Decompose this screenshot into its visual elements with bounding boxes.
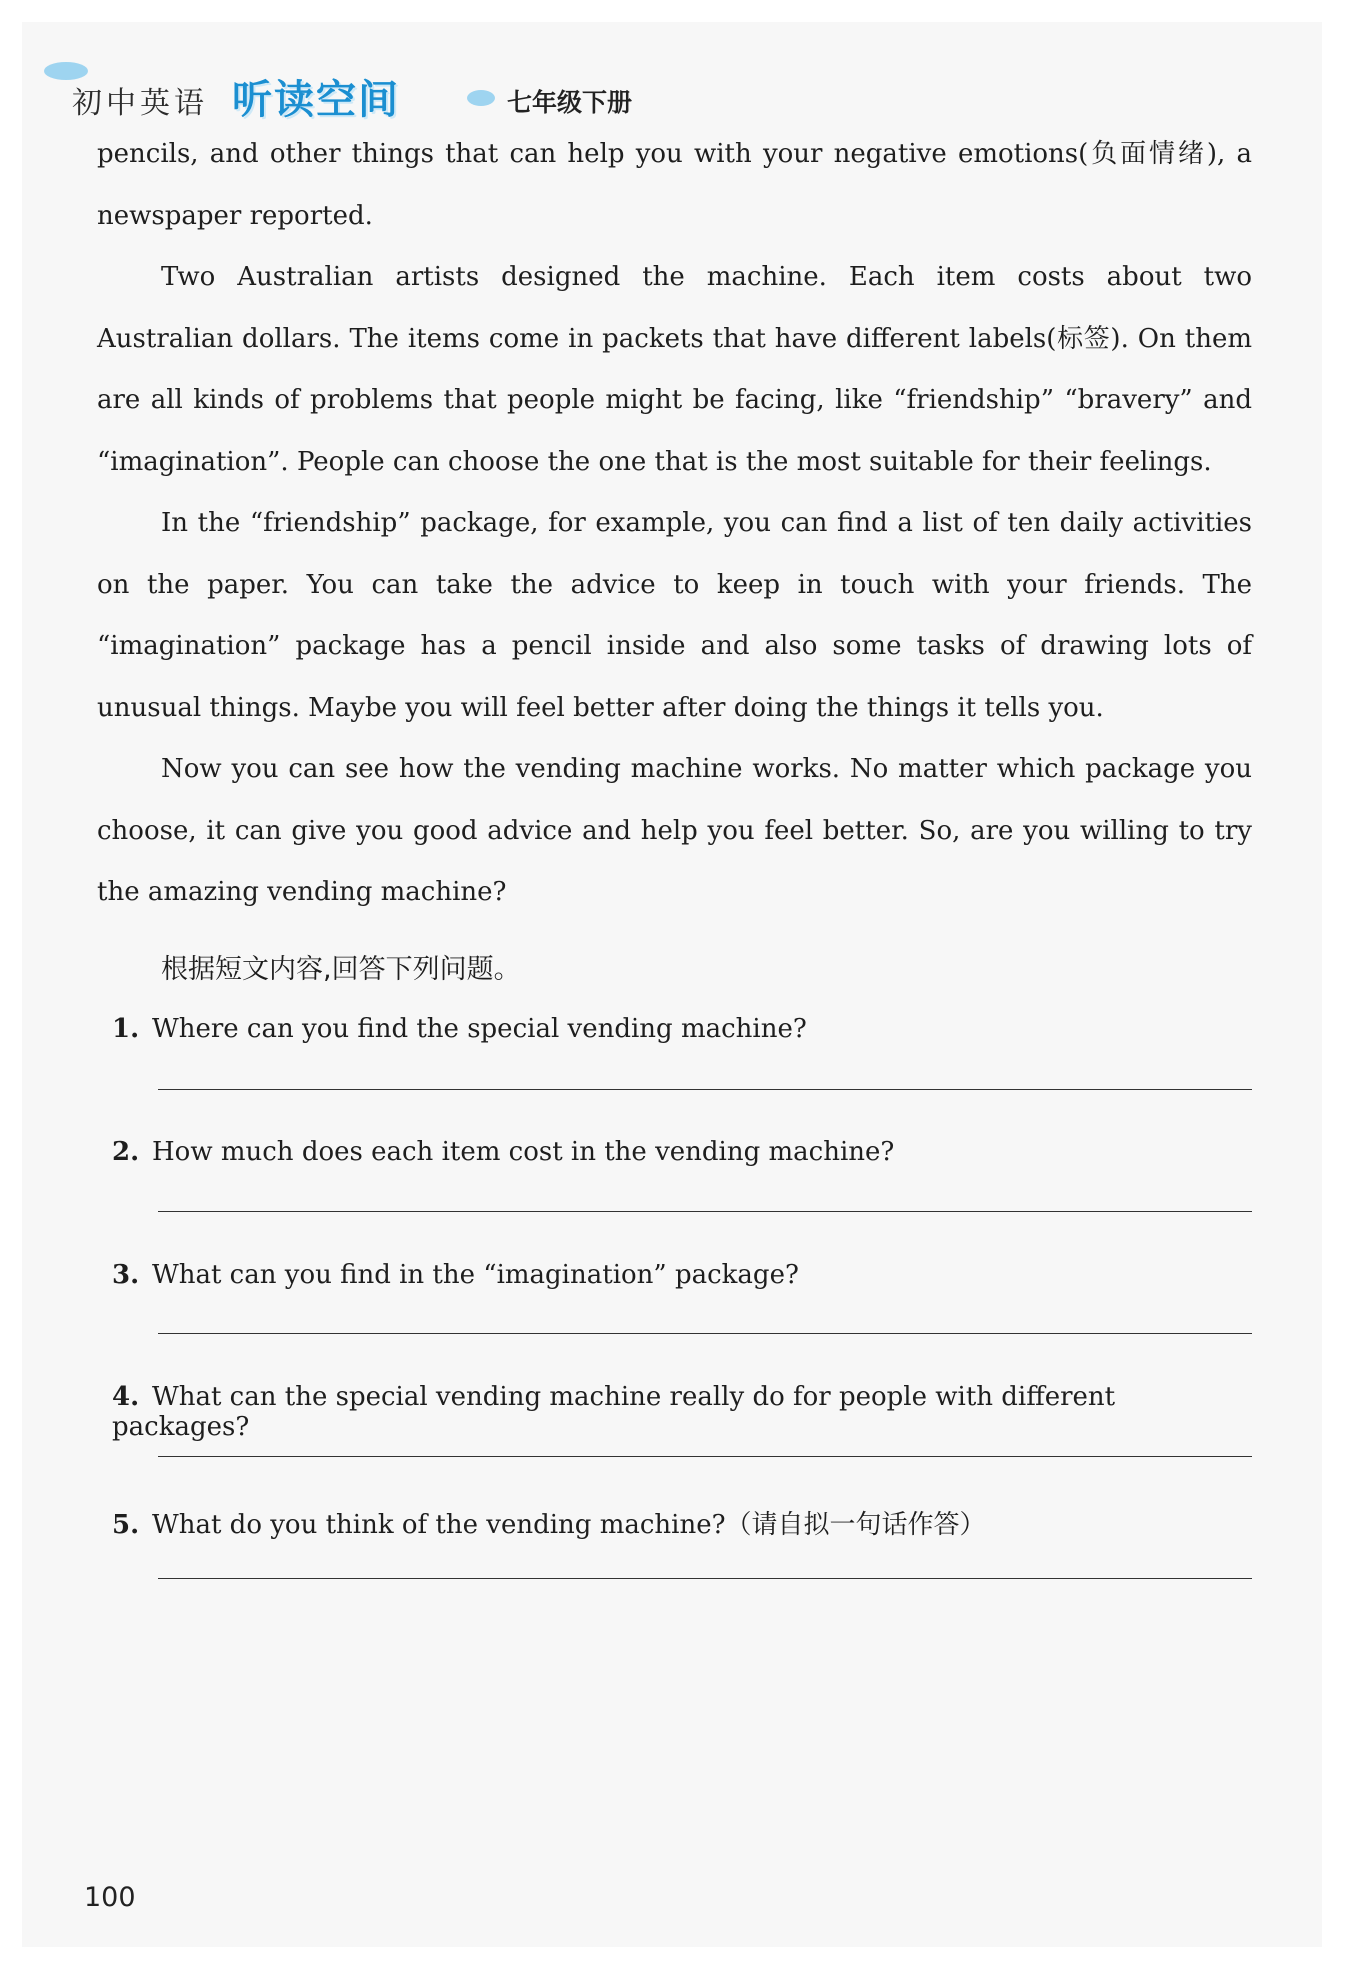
answer-line[interactable] (158, 1089, 1252, 1090)
question-number: 3. (112, 1260, 140, 1290)
question (112, 1137, 1252, 1167)
question-text: How much does each item cost in the vending machine? (152, 1137, 895, 1167)
paragraph: pencils, and other things that can help you with your negative emotions(负面情绪), a newspaper reported. (97, 139, 1252, 231)
reading-passage (97, 124, 1252, 924)
instruction: 根据短文内容,回答下列问题。 (161, 954, 521, 985)
paragraph: In the “friendship” package, for example, you can find a list of ten daily activities on the paper. You can take the advice to keep in touch with your friends. The “imagination” package has a pencil inside and also some tasks of drawing lots of unusual things. Maybe you will feel better after doing the things it tells you. (97, 508, 1252, 723)
grade-label: 七年级下册 (507, 88, 633, 117)
brand-logo: 听读空间 (232, 77, 400, 123)
cloud-decoration-icon (467, 90, 495, 106)
workbook-page (22, 22, 1322, 1947)
question-text: Where can you find the special vending machine? (152, 1014, 807, 1044)
answer-line[interactable] (158, 1578, 1252, 1579)
paragraph: Now you can see how the vending machine works. No matter which package you choose, it can give you good advice and help you feel better. So, are you willing to try the amazing vending machine? (97, 754, 1252, 907)
question-text: What can you find in the “imagination” package? (152, 1260, 799, 1290)
question-number: 5. (112, 1510, 140, 1540)
question (112, 1382, 1252, 1442)
question-number: 1. (112, 1014, 140, 1044)
series-title: 初中英语 (72, 86, 208, 121)
question (112, 1504, 1252, 1541)
question (112, 1260, 1252, 1290)
answer-line[interactable] (158, 1211, 1252, 1212)
paragraph: Two Australian artists designed the machine. Each item costs about two Australian dollars. The items come in packets that have different labels(标签). On them are all kinds of problems that people might be facing, like “friendship” “bravery” and “imagination”. People can choose the one that is the most suitable for their feelings. (97, 262, 1252, 477)
answer-line[interactable] (158, 1333, 1252, 1334)
answer-line[interactable] (158, 1456, 1252, 1457)
question (112, 1014, 1252, 1044)
question-number: 2. (112, 1137, 140, 1167)
question-text: What can the special vending machine really do for people with different packages? (112, 1382, 1116, 1442)
question-text: What do you think of the vending machine?（请自拟一句话作答） (152, 1510, 986, 1540)
page-number: 100 (84, 1882, 136, 1913)
question-number: 4. (112, 1382, 140, 1412)
